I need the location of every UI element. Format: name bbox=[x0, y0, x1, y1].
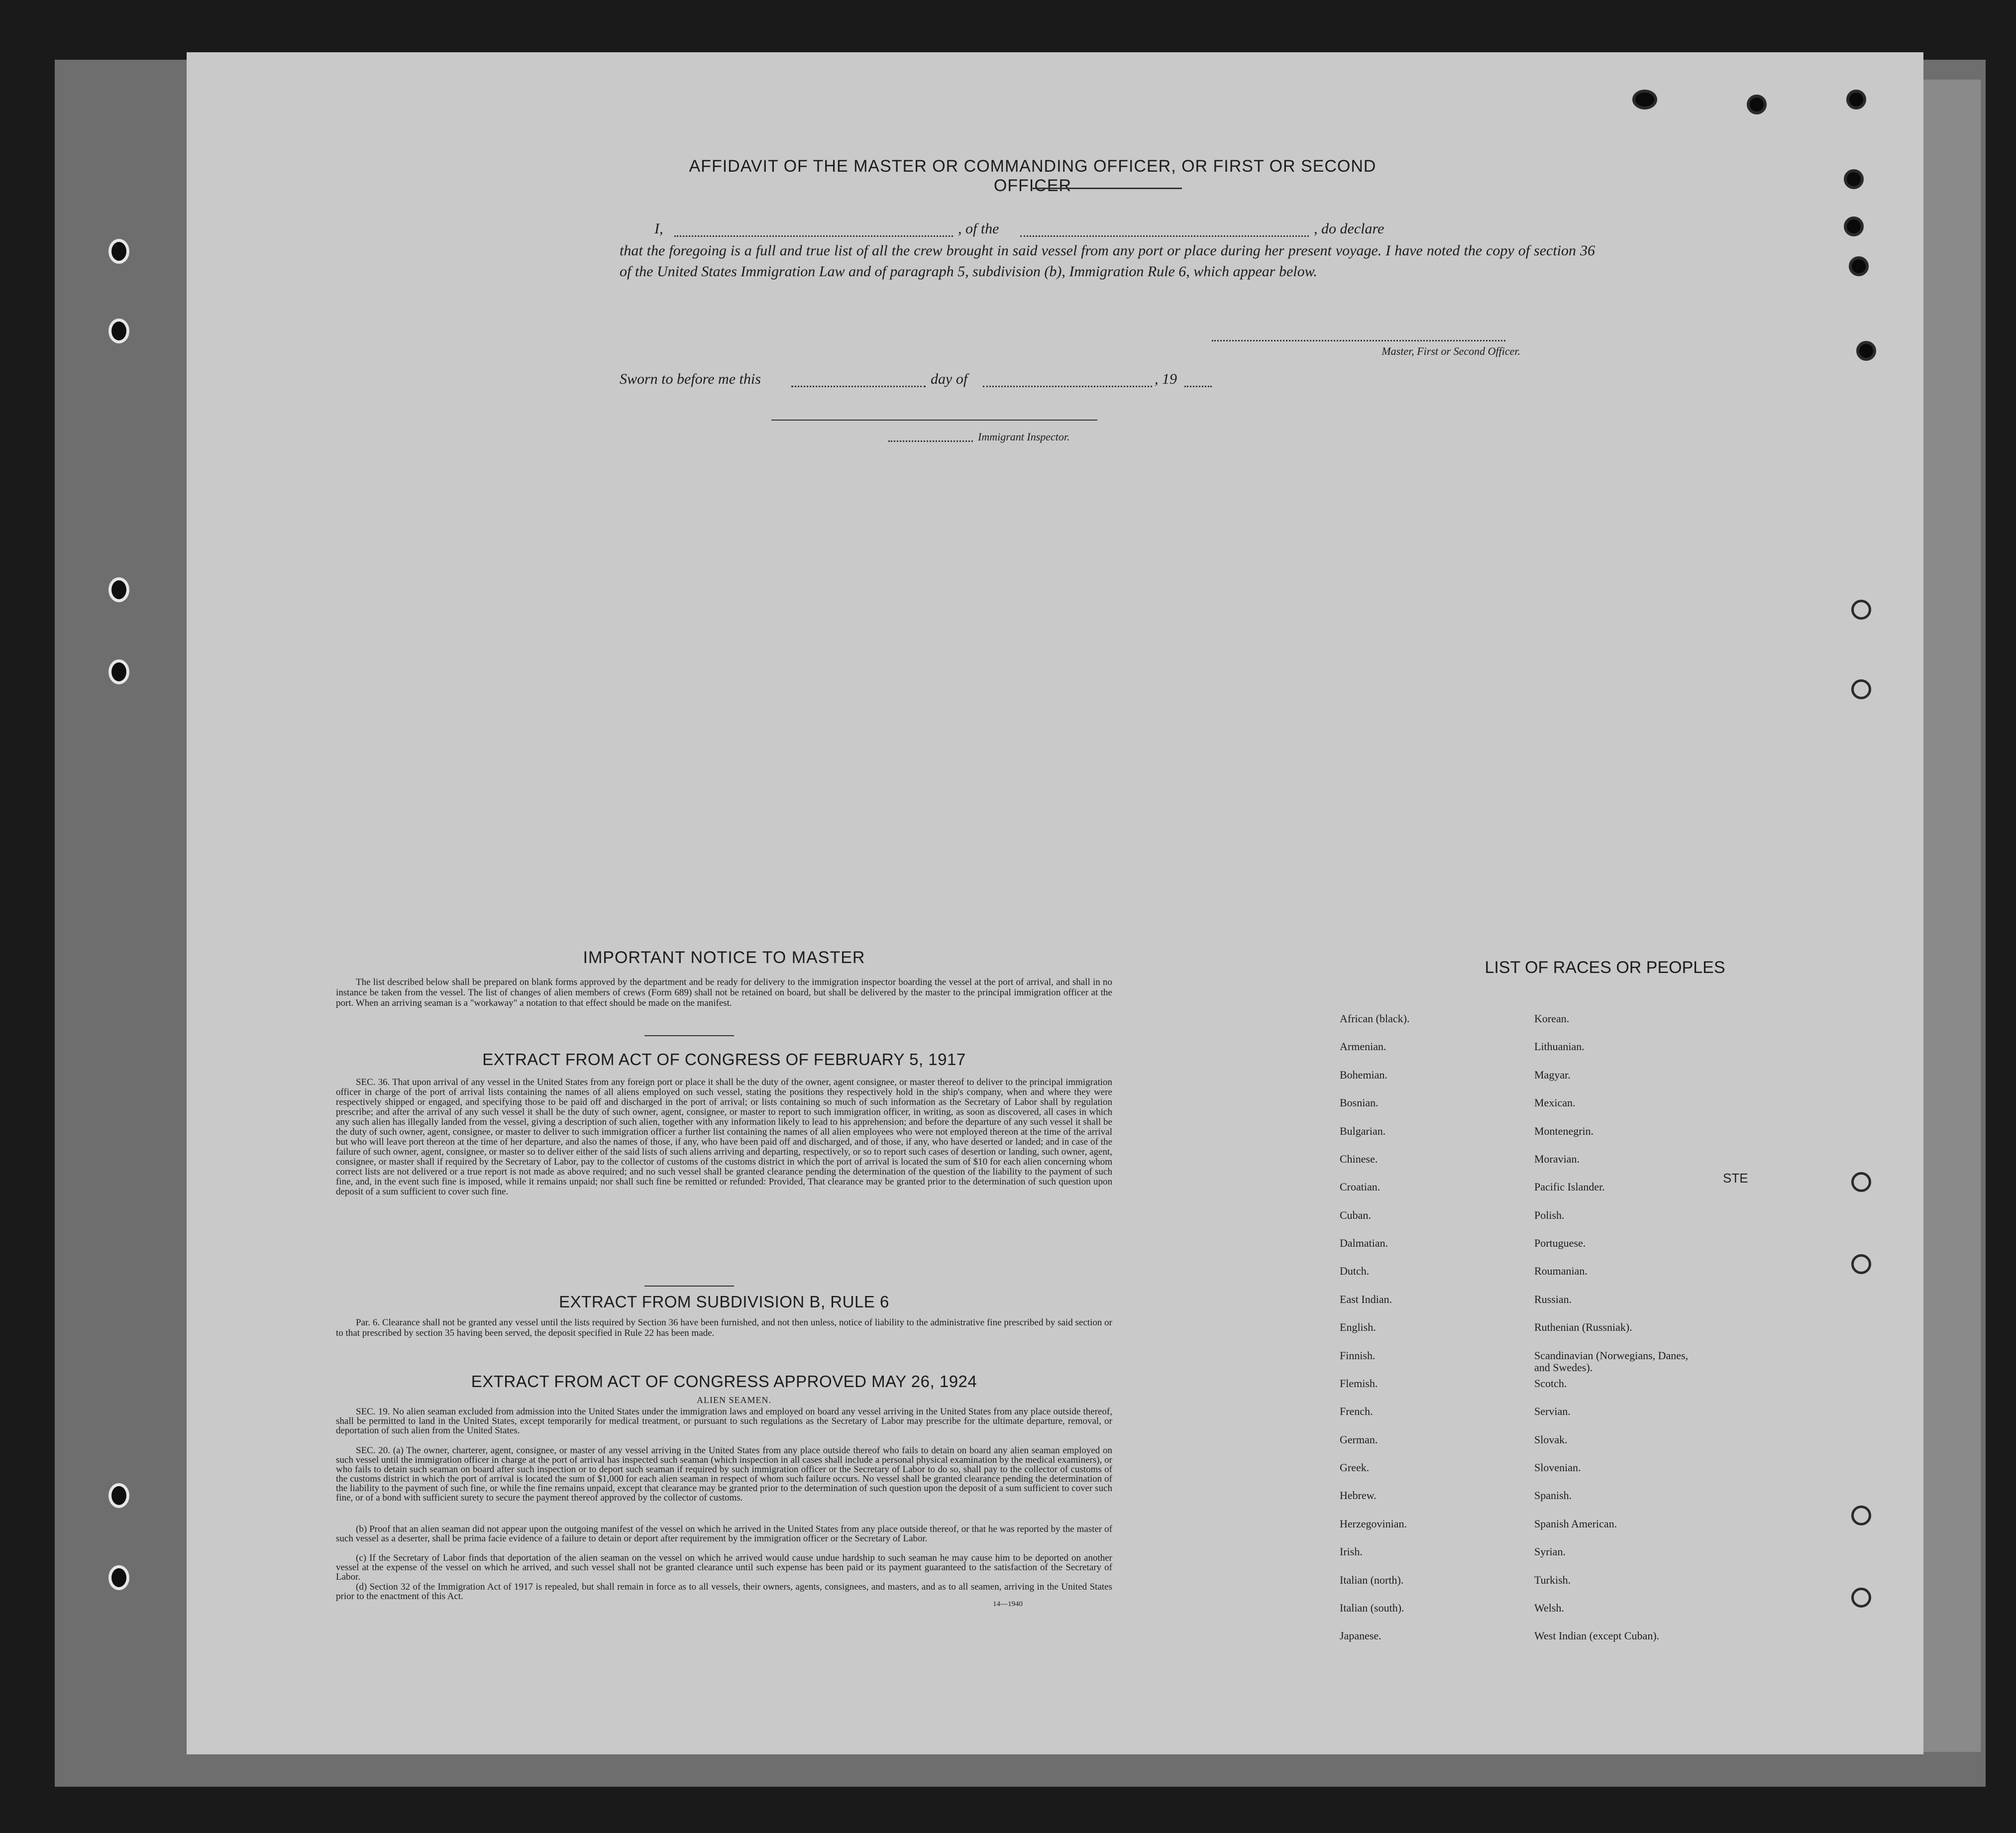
race-right-item: Turkish. bbox=[1534, 1574, 1571, 1586]
punch-hole-icon bbox=[1632, 90, 1657, 109]
punch-hole-icon bbox=[1851, 600, 1871, 620]
sworn-label: Sworn to before me this bbox=[620, 371, 761, 387]
document-page bbox=[187, 52, 1923, 1754]
race-right-item: Syrian. bbox=[1534, 1545, 1566, 1558]
sworn-year-label: , 19 bbox=[1155, 371, 1177, 387]
race-right-item: Roumanian. bbox=[1534, 1265, 1588, 1277]
race-right-item: Slovenian. bbox=[1534, 1461, 1581, 1474]
race-left-item: Cuban. bbox=[1340, 1209, 1371, 1221]
sworn-month-blank bbox=[983, 386, 1152, 387]
extract-1924-sec20d: (d) Section 32 of the Immigration Act of 1917 is repealed, but shall remain in force as to all vessels, their owners, agents, consignees, and masters, and as to all seamen, arriving in the United States prior to the enactment of this Act. bbox=[336, 1582, 1112, 1602]
punch-hole-icon bbox=[1844, 216, 1864, 236]
race-left-item: Armenian. bbox=[1340, 1040, 1386, 1053]
binder-hole-icon bbox=[108, 239, 129, 264]
race-left-item: Italian (south). bbox=[1340, 1602, 1404, 1614]
race-right-item: Mexican. bbox=[1534, 1096, 1576, 1109]
race-right-item: Magyar. bbox=[1534, 1069, 1571, 1081]
punch-hole-icon bbox=[1851, 1172, 1871, 1192]
notice-title: IMPORTANT NOTICE TO MASTER bbox=[583, 948, 865, 967]
punch-hole-icon bbox=[1844, 169, 1864, 189]
inspector-label: Immigrant Inspector. bbox=[978, 431, 1070, 443]
notice-divider bbox=[644, 1035, 734, 1036]
race-right-item: Pacific Islander. bbox=[1534, 1181, 1605, 1193]
race-left-item: Greek. bbox=[1340, 1461, 1370, 1474]
binder-hole-icon bbox=[108, 1483, 129, 1508]
binder-hole-icon bbox=[108, 319, 129, 343]
punch-hole-icon bbox=[1851, 1588, 1871, 1608]
affidavit-i-label: I, bbox=[654, 220, 663, 237]
race-right-item: Scandinavian (Norwegians, Danes, and Swedes). bbox=[1534, 1349, 1689, 1374]
affidavit-declare-label: , do declare bbox=[1314, 220, 1384, 237]
extract-1917-title: EXTRACT FROM ACT OF CONGRESS OF FEBRUARY 5, 1917 bbox=[482, 1050, 966, 1069]
sworn-day-blank bbox=[791, 386, 926, 387]
race-left-item: Bosnian. bbox=[1340, 1096, 1379, 1109]
rule-6-body: Par. 6. Clearance shall not be granted any vessel until the lists required by Section 36 have been furnished, and not then unless, notice of liability to the administrative fine prescribed by said section or to that prescribed by section 35 having been served, the deposit specified in Rule 22 has been made. bbox=[336, 1317, 1112, 1338]
binder-hole-icon bbox=[108, 577, 129, 602]
race-right-item: Portuguese. bbox=[1534, 1237, 1586, 1249]
rule-6-title: EXTRACT FROM SUBDIVISION B, RULE 6 bbox=[559, 1293, 889, 1311]
race-right-item: Korean. bbox=[1534, 1012, 1570, 1025]
race-left-item: English. bbox=[1340, 1321, 1376, 1333]
race-right-item: Lithuanian. bbox=[1534, 1040, 1585, 1053]
extract-1924-subtitle: ALIEN SEAMEN. bbox=[697, 1395, 771, 1405]
binder-hole-icon bbox=[108, 659, 129, 684]
punch-hole-icon bbox=[1851, 1506, 1871, 1525]
extract-1917-body: SEC. 36. That upon arrival of any vessel in the United States from any foreign port or place it shall be the duty of the owner, agent consignee, or master thereof to deliver to the principal immigration officer in charge of the port of arrival lists containing the names of all aliens employed on such vessel, stating the positions they respectively hold in the ship's company, when and where they were respectively shipped or engaged, and specifying those to be paid off and discharged in the port of arrival; or lists containing so much of such information as the Secretary of Labor shall by regulation prescribe; and after the arrival of any such vessel it shall be the duty of such owner, agent, consignee, or master to report to such immigration officer, in writing, as soon as discovered, all cases in which any such alien has illegally landed from the vessel, giving a description of such alien, together with any information likely to lead to his apprehension; and before the departure of any such vessel it shall be the duty of such owner, agent, consignee, or master to deliver to such immigration officer a further list containing the names of all alien employees who were not employed thereon at the time of the arrival but who will leave port thereon at the time of her departure, and also the names of those, if any, who have been paid off and discharged, and of those, if any, who have deserted or landed; and in case of the failure of such owner, agent, consignee, or master so to deliver either of the said lists of such aliens arriving and departing, respectively, or so to report such cases of desertion or landing, such owner, agent, consignee, or master shall if required by the Secretary of Labor, pay to the collector of customs of the customs district in which the port of arrival is located the sum of $10 for each alien concerning whom correct lists are not delivered or a true report is not made as above required; and no such vessel shall be granted clearance pending the determination of the question of the liability to the payment of such fine, and, in the event such fine is imposed, while it remains unpaid; nor shall such fine be remitted or refunded: Provided, That clearance may be granted prior to the determination of such question upon deposit of a sum sufficient to cover such fine. bbox=[336, 1077, 1112, 1197]
extract-1924-sec20b: (b) Proof that an alien seaman did not appear upon the outgoing manifest of the vessel on which he arrived in the United States from any place outside thereof, or that he was reported by the master of such vessel as a deserter, shall be prima facie evidence of a failure to detain or deport after requirement by the immigration officer or the Secretary of Labor. bbox=[336, 1524, 1112, 1544]
race-right-item: Spanish American. bbox=[1534, 1517, 1617, 1530]
form-number: 14—1940 bbox=[993, 1600, 1023, 1608]
sworn-year-blank bbox=[1184, 386, 1212, 387]
punch-hole-icon bbox=[1851, 1254, 1871, 1274]
race-left-item: Bohemian. bbox=[1340, 1069, 1387, 1081]
race-left-item: Croatian. bbox=[1340, 1181, 1380, 1193]
race-left-item: Flemish. bbox=[1340, 1377, 1378, 1390]
sworn-line bbox=[620, 371, 1515, 391]
race-right-item: Scotch. bbox=[1534, 1377, 1567, 1390]
inspector-dots bbox=[888, 440, 973, 442]
race-right-item: Polish. bbox=[1534, 1209, 1565, 1221]
name-blank bbox=[674, 235, 953, 237]
extract-1924-title: EXTRACT FROM ACT OF CONGRESS APPROVED MAY 26, 1924 bbox=[471, 1372, 977, 1391]
race-right-item: Ruthenian (Russniak). bbox=[1534, 1321, 1632, 1333]
race-left-item: Japanese. bbox=[1340, 1629, 1381, 1642]
affidavit-title: AFFIDAVIT OF THE MASTER OR COMMANDING OFFICER, OR FIRST OR SECOND OFFICER bbox=[689, 157, 1377, 195]
race-left-item: Chinese. bbox=[1340, 1153, 1378, 1165]
master-signature-line bbox=[1212, 340, 1505, 341]
race-left-item: Herzegovinian. bbox=[1340, 1517, 1407, 1530]
race-right-item: Montenegrin. bbox=[1534, 1125, 1594, 1137]
race-left-item: French. bbox=[1340, 1405, 1373, 1417]
race-left-item: African (black). bbox=[1340, 1012, 1410, 1025]
extract-1924-sec20c: (c) If the Secretary of Labor finds that deportation of the alien seaman on the vessel on which he arrived would cause undue hardship to such seaman he may cause him to be deported on another vessel at the expense of the vessel on which he arrived, and such vessel shall not be granted clearance until such expense has been paid or its payment guaranteed to the satisfaction of the Secretary of Labor. bbox=[336, 1553, 1112, 1582]
affidavit-body: that the foregoing is a full and true list of all the crew brought in said vessel from any port or place during her present voyage. I have noted the copy of section 36 of the United States Immigration Law and of paragraph 5, subdivision (b), Immigration Rule 6, which appear below. bbox=[620, 242, 1595, 280]
margin-text: STE bbox=[1723, 1171, 1748, 1186]
title-divider bbox=[1033, 188, 1182, 189]
punch-hole-icon bbox=[1747, 95, 1767, 114]
vessel-blank bbox=[1020, 235, 1309, 237]
sworn-day-label: day of bbox=[931, 371, 968, 387]
race-left-item: East Indian. bbox=[1340, 1293, 1392, 1305]
extract-1924-sec19: SEC. 19. No alien seaman excluded from admission into the United States under the immigration laws and employed on board any vessel arriving in the United States from any place outside thereof, shall be permitted to land in the United States, except temporarily for medical treatment, or pursuant to such regulations as the Secretary of Labor may prescribe for the ultimate departure, removal, or deportation of such alien from the United States. bbox=[336, 1406, 1112, 1436]
binder-hole-icon bbox=[108, 1565, 129, 1590]
race-right-item: Moravian. bbox=[1534, 1153, 1580, 1165]
race-right-item: Slovak. bbox=[1534, 1433, 1568, 1446]
extract-1917-divider bbox=[644, 1286, 734, 1287]
race-left-item: Hebrew. bbox=[1340, 1489, 1377, 1502]
punch-hole-icon bbox=[1846, 90, 1866, 109]
punch-hole-icon bbox=[1849, 256, 1869, 276]
race-left-item: Irish. bbox=[1340, 1545, 1363, 1558]
race-right-item: Welsh. bbox=[1534, 1602, 1564, 1614]
punch-hole-icon bbox=[1856, 341, 1876, 361]
race-left-item: Dutch. bbox=[1340, 1265, 1370, 1277]
punch-hole-icon bbox=[1851, 679, 1871, 699]
race-left-item: German. bbox=[1340, 1433, 1378, 1446]
race-right-item: West Indian (except Cuban). bbox=[1534, 1629, 1660, 1642]
race-right-item: Servian. bbox=[1534, 1405, 1571, 1417]
affidavit-first-line bbox=[620, 220, 1595, 240]
inspector-signature-line bbox=[771, 420, 1097, 421]
race-right-item: Russian. bbox=[1534, 1293, 1572, 1305]
extract-1924-sec20a: SEC. 20. (a) The owner, charterer, agent, consignee, or master of any vessel arriving in the United States from any place outside thereof who fails to detain on board any alien seaman employed on such vessel until the immigration officer in charge at the port of arrival has inspected such seaman (which inspection in all cases shall include a personal physical examination by the medical examiners), or who fails to detain such seaman on board after such inspection or to deport such seaman if required by such immigration officer or the Secretary of Labor to do so, shall pay to the collector of customs of the customs district in which the port of arrival is located the sum of $1,000 for each alien seaman in respect of whom such failure occurs. No vessel shall be granted clearance pending the determination of the liability to the payment of such fine, or while the fine remains unpaid, except that clearance may be granted prior to the determination of such question upon the deposit of a sum sufficient to cover such fine, or of a bond with sufficient surety to secure the payment thereof approved by the collector of customs. bbox=[336, 1445, 1112, 1503]
race-right-item: Spanish. bbox=[1534, 1489, 1572, 1502]
race-left-item: Italian (north). bbox=[1340, 1574, 1404, 1586]
master-signature-label: Master, First or Second Officer. bbox=[1381, 345, 1520, 357]
race-left-item: Dalmatian. bbox=[1340, 1237, 1388, 1249]
race-left-item: Finnish. bbox=[1340, 1349, 1376, 1362]
race-left-item: Bulgarian. bbox=[1340, 1125, 1386, 1137]
affidavit-of-label: , of the bbox=[958, 220, 999, 237]
races-title: LIST OF RACES OR PEOPLES bbox=[1485, 958, 1725, 977]
notice-body: The list described below shall be prepared on blank forms approved by the department and be ready for delivery to the immigration inspector boarding the vessel at the port of arrival, and shall in no instance be taken from the vessel. The list of changes of alien members of crews (Form 689) shall not be retained on board, but shall be delivered by the master to the principal immigration officer at the port. When an arriving seaman is a "workaway" a notation to that effect should be made on the manifest. bbox=[336, 977, 1112, 1008]
